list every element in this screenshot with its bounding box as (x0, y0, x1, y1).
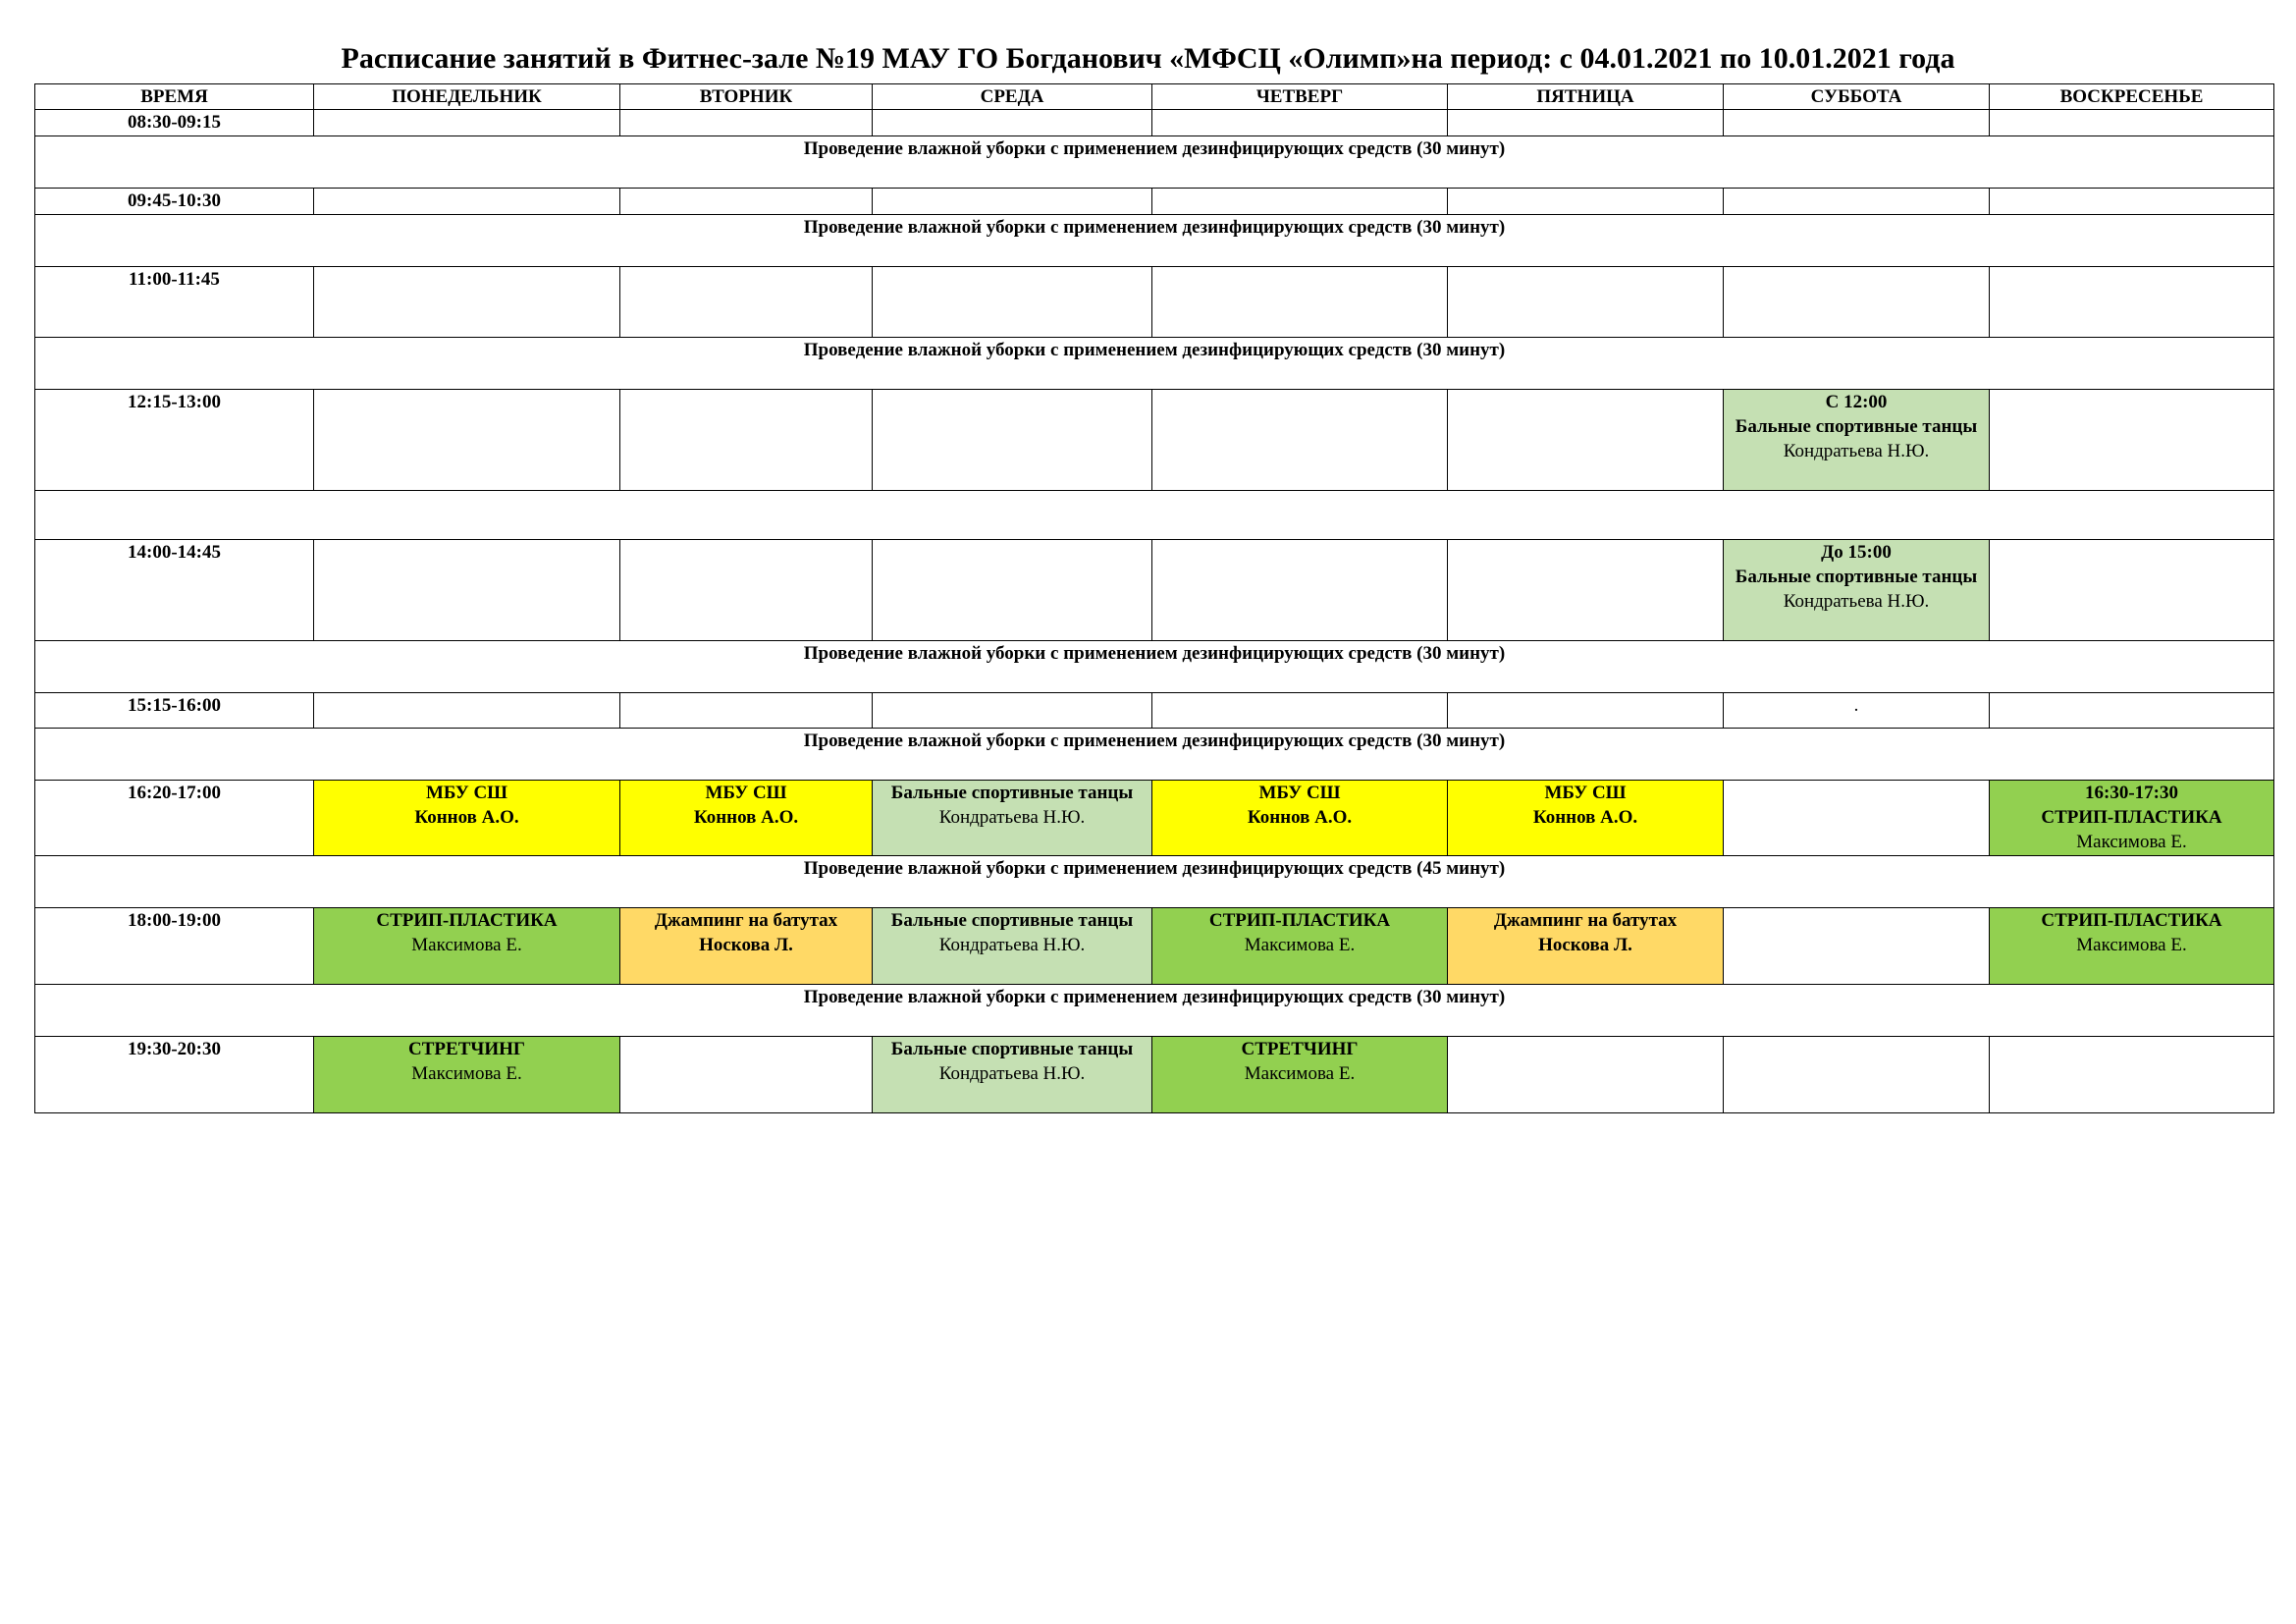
time-cell: 09:45-10:30 (35, 189, 314, 215)
class-cell-mbu (314, 781, 620, 856)
table-row (35, 267, 2274, 338)
class-name: СТРИП-ПЛАСТИКА (2041, 910, 2222, 931)
class-instructor: Максимова Е. (1244, 935, 1356, 955)
cleaning-note: Проведение влажной уборки с применением дезинфицирующих средств (30 минут) (35, 641, 2274, 693)
class-cell-mbu (620, 781, 873, 856)
class-instructor: Максимова Е. (2076, 832, 2187, 852)
class-instructor: Коннов А.О. (1532, 807, 1638, 828)
class-name: Бальные спортивные танцы (890, 783, 1134, 803)
empty-cell (35, 491, 2274, 540)
class-name: Джампинг на батутах (654, 910, 838, 931)
table-row (35, 1037, 2274, 1113)
class-cell-ballroom (873, 781, 1152, 856)
cleaning-row (35, 641, 2274, 693)
class-time: С 12:00 (1825, 392, 1888, 412)
class-name: СТРИП-ПЛАСТИКА (1208, 910, 1391, 931)
cleaning-note: Проведение влажной уборки с применением дезинфицирующих средств (30 минут) (35, 985, 2274, 1037)
empty-cell (620, 110, 873, 136)
empty-cell (1448, 267, 1724, 338)
class-instructor: Носкова Л. (699, 935, 793, 955)
time-cell: 18:00-19:00 (35, 908, 314, 985)
empty-cell (1724, 267, 1990, 338)
empty-cell (1990, 390, 2274, 491)
empty-cell (873, 110, 1152, 136)
class-name: Бальные спортивные танцы (890, 910, 1134, 931)
header-wednesday: СРЕДА (873, 84, 1152, 110)
time-cell: 19:30-20:30 (35, 1037, 314, 1113)
empty-cell (1448, 390, 1724, 491)
dot-cell: . (1724, 693, 1990, 729)
class-instructor: Коннов А.О. (414, 807, 519, 828)
empty-cell (1152, 390, 1448, 491)
empty-cell (1448, 1037, 1724, 1113)
class-name: Бальные спортивные танцы (1735, 416, 1978, 437)
empty-cell (314, 189, 620, 215)
cleaning-note: Проведение влажной уборки с применением дезинфицирующих средств (30 минут) (35, 338, 2274, 390)
class-name: СТРЕТЧИНГ (1241, 1039, 1359, 1059)
header-thursday: ЧЕТВЕРГ (1152, 84, 1448, 110)
cleaning-row (35, 338, 2274, 390)
header-row (35, 84, 2274, 110)
table-row (35, 693, 2274, 729)
class-name: МБУ СШ (1544, 783, 1627, 803)
empty-cell (873, 267, 1152, 338)
cleaning-note: Проведение влажной уборки с применением дезинфицирующих средств (30 минут) (35, 136, 2274, 189)
class-cell-strip (1152, 908, 1448, 985)
class-name: МБУ СШ (425, 783, 508, 803)
empty-cell (1448, 693, 1724, 729)
empty-cell (1724, 781, 1990, 856)
header-tuesday: ВТОРНИК (620, 84, 873, 110)
empty-cell (620, 390, 873, 491)
class-cell-mbu (1152, 781, 1448, 856)
empty-cell (873, 540, 1152, 641)
class-instructor: Кондратьева Н.Ю. (1783, 441, 1930, 461)
class-instructor: Носкова Л. (1538, 935, 1632, 955)
empty-cell (620, 693, 873, 729)
class-instructor: Максимова Е. (411, 1063, 522, 1084)
table-row (35, 781, 2274, 856)
class-instructor: Максимова Е. (1244, 1063, 1356, 1084)
empty-cell (1152, 540, 1448, 641)
empty-cell (1990, 1037, 2274, 1113)
header-friday: ПЯТНИЦА (1448, 84, 1724, 110)
class-instructor: Максимова Е. (411, 935, 522, 955)
page-title: Расписание занятий в Фитнес-зале №19 МАУ ГО Богданович «МФСЦ «Олимп»на период: с 04.01.2021 по 10.01.2021 года (341, 42, 1955, 75)
empty-cell (1448, 189, 1724, 215)
class-cell-strip (314, 908, 620, 985)
header-sunday: ВОСКРЕСЕНЬЕ (1990, 84, 2274, 110)
cleaning-row (35, 136, 2274, 189)
empty-cell (1724, 908, 1990, 985)
class-cell-ballroom (873, 1037, 1152, 1113)
empty-cell (1990, 110, 2274, 136)
class-cell-ballroom (1724, 390, 1990, 491)
class-name: МБУ СШ (1258, 783, 1341, 803)
class-cell-ballroom (873, 908, 1152, 985)
empty-cell (1990, 189, 2274, 215)
table-row (35, 110, 2274, 136)
class-instructor: Коннов А.О. (1247, 807, 1353, 828)
class-name: МБУ СШ (705, 783, 787, 803)
time-cell: 11:00-11:45 (35, 267, 314, 338)
empty-cell (1152, 110, 1448, 136)
class-name: СТРИП-ПЛАСТИКА (376, 910, 558, 931)
empty-cell (314, 540, 620, 641)
time-cell: 16:20-17:00 (35, 781, 314, 856)
empty-cell (1724, 1037, 1990, 1113)
cleaning-note: Проведение влажной уборки с применением дезинфицирующих средств (30 минут) (35, 729, 2274, 781)
class-name: Бальные спортивные танцы (890, 1039, 1134, 1059)
empty-cell (314, 390, 620, 491)
table-row (35, 540, 2274, 641)
empty-cell (1724, 189, 1990, 215)
class-instructor: Коннов А.О. (693, 807, 799, 828)
cleaning-note: Проведение влажной уборки с применением дезинфицирующих средств (45 минут) (35, 856, 2274, 908)
table-row (35, 390, 2274, 491)
empty-cell (873, 189, 1152, 215)
blank-row (35, 491, 2274, 540)
empty-cell (1990, 540, 2274, 641)
empty-cell (314, 267, 620, 338)
empty-cell (1448, 540, 1724, 641)
class-instructor: Кондратьева Н.Ю. (1783, 591, 1930, 612)
cleaning-note: Проведение влажной уборки с применением дезинфицирующих средств (30 минут) (35, 215, 2274, 267)
empty-cell (620, 267, 873, 338)
class-name: Джампинг на батутах (1493, 910, 1678, 931)
empty-cell (314, 110, 620, 136)
class-cell-stretching (1152, 1037, 1448, 1113)
class-instructor: Кондратьева Н.Ю. (938, 935, 1086, 955)
time-cell: 15:15-16:00 (35, 693, 314, 729)
cleaning-row (35, 215, 2274, 267)
time-cell: 08:30-09:15 (35, 110, 314, 136)
empty-cell (873, 693, 1152, 729)
header-time: ВРЕМЯ (35, 84, 314, 110)
empty-cell (1152, 693, 1448, 729)
empty-cell (1990, 267, 2274, 338)
class-time: До 15:00 (1821, 542, 1892, 563)
empty-cell (1990, 693, 2274, 729)
class-cell-stretching (314, 1037, 620, 1113)
table-row (35, 189, 2274, 215)
header-monday: ПОНЕДЕЛЬНИК (314, 84, 620, 110)
class-cell-strip (1990, 781, 2274, 856)
class-cell-jumping (1448, 908, 1724, 985)
empty-cell (620, 1037, 873, 1113)
time-cell: 12:15-13:00 (35, 390, 314, 491)
cleaning-row (35, 985, 2274, 1037)
table-row (35, 908, 2274, 985)
empty-cell (873, 390, 1152, 491)
class-name: СТРИП-ПЛАСТИКА (2041, 807, 2222, 828)
class-instructor: Кондратьева Н.Ю. (938, 807, 1086, 828)
class-cell-strip (1990, 908, 2274, 985)
cleaning-row (35, 856, 2274, 908)
empty-cell (1152, 267, 1448, 338)
time-cell: 14:00-14:45 (35, 540, 314, 641)
empty-cell (1724, 110, 1990, 136)
schedule-table (34, 83, 2274, 1113)
class-cell-mbu (1448, 781, 1724, 856)
empty-cell (1448, 110, 1724, 136)
class-name: Бальные спортивные танцы (1735, 567, 1978, 587)
empty-cell (1152, 189, 1448, 215)
class-time: 16:30-17:30 (2085, 783, 2178, 803)
cleaning-row (35, 729, 2274, 781)
class-cell-ballroom (1724, 540, 1990, 641)
class-cell-jumping (620, 908, 873, 985)
empty-cell (620, 540, 873, 641)
empty-cell (314, 693, 620, 729)
class-name: СТРЕТЧИНГ (408, 1039, 525, 1059)
header-saturday: СУББОТА (1724, 84, 1990, 110)
empty-cell (620, 189, 873, 215)
class-instructor: Кондратьева Н.Ю. (938, 1063, 1086, 1084)
class-instructor: Максимова Е. (2076, 935, 2187, 955)
